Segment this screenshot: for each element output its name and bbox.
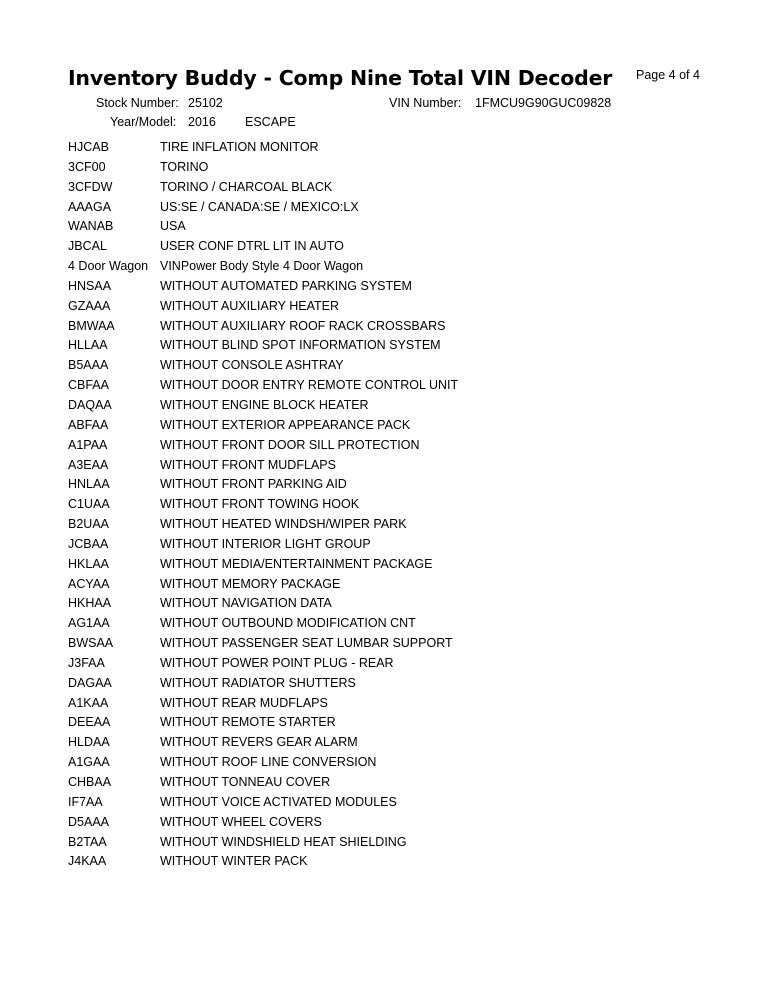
option-description: WITHOUT WHEEL COVERS bbox=[160, 814, 322, 829]
option-code: HKLAA bbox=[68, 556, 109, 571]
option-description: WITHOUT AUXILIARY HEATER bbox=[160, 298, 339, 313]
option-description: WITHOUT HEATED WINDSH/WIPER PARK bbox=[160, 517, 407, 532]
list-item bbox=[68, 416, 718, 436]
option-code: HJCAB bbox=[68, 140, 109, 154]
list-item bbox=[68, 694, 718, 714]
list-item bbox=[68, 515, 718, 535]
option-code: B2TAA bbox=[68, 834, 107, 849]
option-code: HLLAA bbox=[68, 338, 108, 353]
option-code: DAQAA bbox=[68, 397, 112, 412]
list-item bbox=[68, 217, 718, 237]
list-item bbox=[68, 336, 718, 356]
option-description: WITHOUT AUTOMATED PARKING SYSTEM bbox=[160, 278, 412, 293]
option-description: WITHOUT PASSENGER SEAT LUMBAR SUPPORT bbox=[160, 636, 453, 651]
list-item bbox=[68, 852, 718, 872]
option-code: IF7AA bbox=[68, 794, 103, 809]
option-description: WITHOUT POWER POINT PLUG - REAR bbox=[160, 655, 394, 670]
option-code: JCBAA bbox=[68, 536, 109, 551]
option-description: TORINO bbox=[160, 159, 209, 174]
option-code: B5AAA bbox=[68, 358, 109, 373]
option-code: AAAGA bbox=[68, 199, 112, 214]
option-description: USA bbox=[160, 219, 186, 234]
list-item bbox=[68, 475, 718, 495]
option-code: DAGAA bbox=[68, 675, 112, 690]
option-description: WITHOUT NAVIGATION DATA bbox=[160, 596, 332, 611]
stock-number-label: Stock Number: bbox=[96, 96, 179, 110]
option-code: 3CFDW bbox=[68, 179, 113, 194]
option-description: WITHOUT DOOR ENTRY REMOTE CONTROL UNIT bbox=[160, 378, 459, 393]
option-description: WITHOUT FRONT DOOR SILL PROTECTION bbox=[160, 437, 420, 452]
list-item bbox=[68, 178, 718, 198]
option-code: 4 Door Wagon bbox=[68, 259, 149, 274]
list-item bbox=[68, 198, 718, 218]
option-description: WITHOUT AUXILIARY ROOF RACK CROSSBARS bbox=[160, 318, 446, 333]
option-description: WITHOUT FRONT MUDFLAPS bbox=[160, 457, 336, 472]
vin-number-label: VIN Number: bbox=[389, 96, 462, 110]
option-code: B2UAA bbox=[68, 517, 109, 532]
list-item bbox=[68, 674, 718, 694]
list-item bbox=[68, 535, 718, 555]
option-code: HNLAA bbox=[68, 477, 110, 492]
list-item bbox=[68, 773, 718, 793]
option-description: WITHOUT REVERS GEAR ALARM bbox=[160, 735, 358, 750]
list-item bbox=[68, 634, 718, 654]
model-value: ESCAPE bbox=[245, 115, 296, 129]
option-code: C1UAA bbox=[68, 497, 110, 512]
option-description: WITHOUT RADIATOR SHUTTERS bbox=[160, 675, 356, 690]
option-code: ABFAA bbox=[68, 417, 109, 432]
option-description: US:SE / CANADA:SE / MEXICO:LX bbox=[160, 199, 359, 214]
stock-number-value: 25102 bbox=[188, 96, 223, 110]
list-item bbox=[68, 793, 718, 813]
option-code: DEEAA bbox=[68, 715, 111, 730]
option-code: A1KAA bbox=[68, 695, 109, 710]
list-item bbox=[68, 713, 718, 733]
option-code: AG1AA bbox=[68, 616, 110, 631]
option-description: WITHOUT FRONT PARKING AID bbox=[160, 477, 347, 492]
option-code: HKHAA bbox=[68, 596, 112, 611]
option-description: WITHOUT WINDSHIELD HEAT SHIELDING bbox=[160, 834, 407, 849]
list-item bbox=[68, 277, 718, 297]
option-code: J3FAA bbox=[68, 655, 105, 670]
option-code: ACYAA bbox=[68, 576, 110, 591]
option-description: WITHOUT REMOTE STARTER bbox=[160, 715, 336, 730]
option-description: WITHOUT MEMORY PACKAGE bbox=[160, 576, 341, 591]
list-item bbox=[68, 456, 718, 476]
list-item bbox=[68, 654, 718, 674]
option-description: TORINO / CHARCOAL BLACK bbox=[160, 179, 333, 194]
vin-number-value: 1FMCU9G90GUC09828 bbox=[475, 96, 612, 110]
list-item bbox=[68, 158, 718, 178]
option-code: A1PAA bbox=[68, 437, 108, 452]
list-item bbox=[68, 237, 718, 257]
year-model-label: Year/Model: bbox=[110, 115, 177, 129]
option-code: JBCAL bbox=[68, 239, 107, 254]
option-description: TIRE INFLATION MONITOR bbox=[160, 140, 319, 154]
option-description: WITHOUT EXTERIOR APPEARANCE PACK bbox=[160, 417, 411, 432]
option-description: WITHOUT MEDIA/ENTERTAINMENT PACKAGE bbox=[160, 556, 433, 571]
option-code: D5AAA bbox=[68, 814, 109, 829]
option-description: VINPower Body Style 4 Door Wagon bbox=[160, 259, 364, 274]
option-description: USER CONF DTRL LIT IN AUTO bbox=[160, 239, 344, 254]
list-item bbox=[68, 356, 718, 376]
option-code: J4KAA bbox=[68, 854, 107, 869]
option-description: WITHOUT TONNEAU COVER bbox=[160, 775, 331, 789]
list-item bbox=[68, 436, 718, 456]
page-number: Page 4 of 4 bbox=[636, 68, 700, 82]
list-item bbox=[68, 257, 718, 277]
page-title: Inventory Buddy - Comp Nine Total VIN Decoder bbox=[68, 66, 613, 90]
option-description: WITHOUT WINTER PACK bbox=[160, 854, 308, 869]
option-code: CBFAA bbox=[68, 378, 109, 393]
list-item bbox=[68, 753, 718, 773]
option-code: BWSAA bbox=[68, 636, 114, 651]
list-item bbox=[68, 833, 718, 853]
year-value: 2016 bbox=[188, 115, 216, 129]
option-description: WITHOUT BLIND SPOT INFORMATION SYSTEM bbox=[160, 338, 441, 353]
list-item bbox=[68, 813, 718, 833]
list-item bbox=[68, 594, 718, 614]
option-description: WITHOUT FRONT TOWING HOOK bbox=[160, 497, 360, 512]
list-item bbox=[68, 376, 718, 396]
option-code: BMWAA bbox=[68, 318, 115, 333]
option-description: WITHOUT ROOF LINE CONVERSION bbox=[160, 755, 377, 770]
list-item bbox=[68, 297, 718, 317]
option-code: HNSAA bbox=[68, 278, 112, 293]
option-description: WITHOUT REAR MUDFLAPS bbox=[160, 695, 328, 710]
option-code: CHBAA bbox=[68, 775, 112, 789]
option-description: WITHOUT ENGINE BLOCK HEATER bbox=[160, 397, 369, 412]
list-item bbox=[68, 138, 718, 158]
option-description: WITHOUT VOICE ACTIVATED MODULES bbox=[160, 794, 397, 809]
option-code: WANAB bbox=[68, 219, 114, 234]
list-item bbox=[68, 495, 718, 515]
option-code: A3EAA bbox=[68, 457, 109, 472]
list-item bbox=[68, 317, 718, 337]
option-code: HLDAA bbox=[68, 735, 110, 750]
list-item bbox=[68, 575, 718, 595]
list-item bbox=[68, 614, 718, 634]
list-item bbox=[68, 396, 718, 416]
option-code-list bbox=[68, 138, 718, 872]
list-item bbox=[68, 555, 718, 575]
list-item bbox=[68, 733, 718, 753]
option-description: WITHOUT CONSOLE ASHTRAY bbox=[160, 358, 344, 373]
option-description: WITHOUT INTERIOR LIGHT GROUP bbox=[160, 536, 371, 551]
option-code: A1GAA bbox=[68, 755, 110, 770]
option-code: 3CF00 bbox=[68, 159, 106, 174]
option-code: GZAAA bbox=[68, 298, 111, 313]
option-description: WITHOUT OUTBOUND MODIFICATION CNT bbox=[160, 616, 416, 631]
